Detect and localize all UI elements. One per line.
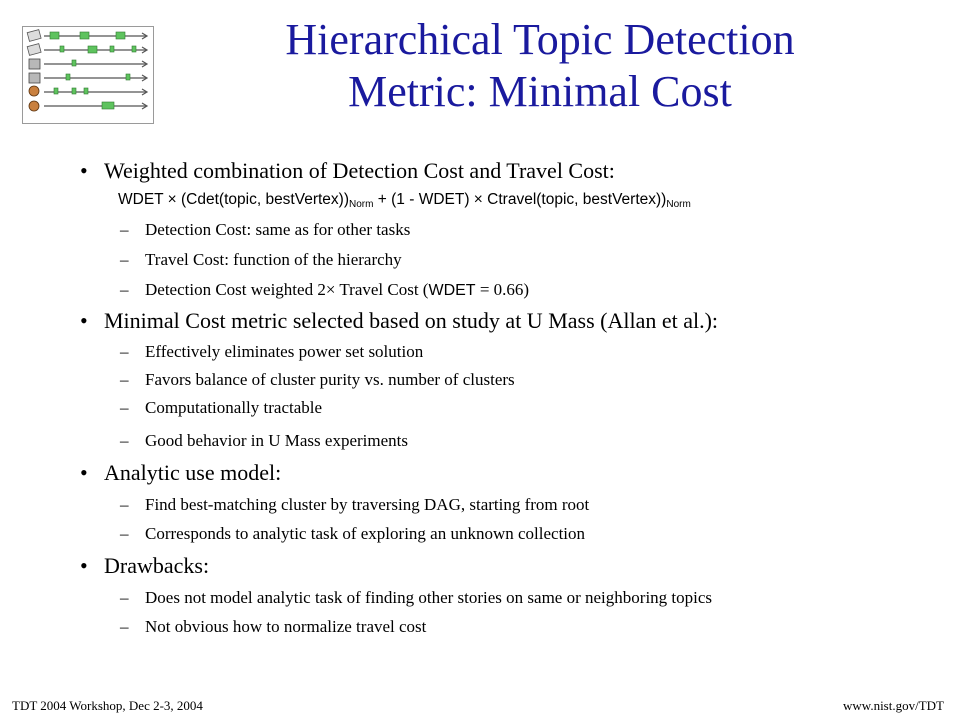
- weighted-text: Travel Cost (: [335, 280, 429, 299]
- bullet-text: Weighted combination of Detection Cost and Travel Cost:: [104, 158, 615, 183]
- formula-part: WDET: [118, 191, 168, 208]
- bullet-text: Minimal Cost metric selected based on study at U Mass (Allan et al.):: [104, 308, 719, 333]
- weighted-text: Detection Cost weighted 2: [145, 280, 326, 299]
- dash-marker: –: [120, 431, 129, 450]
- times-symbol: ×: [325, 280, 336, 299]
- sub-item-text: Not obvious how to normalize travel cost: [145, 617, 427, 636]
- dash-marker: –: [120, 398, 129, 417]
- bullet-text: Analytic use model:: [104, 460, 282, 485]
- bullet-marker: •: [80, 460, 88, 485]
- bullet-marker: •: [80, 553, 88, 578]
- dash-marker: –: [120, 588, 129, 607]
- sub-item-text: Travel Cost: function of the hierarchy: [145, 250, 402, 269]
- sub-item-text: Does not model analytic task of finding other stories on same or neighboring topics: [145, 588, 713, 607]
- dash-marker: –: [120, 220, 129, 239]
- formula-part: (Cdet(topic, bestVertex)): [176, 191, 350, 208]
- bullet-text: Drawbacks:: [104, 553, 210, 578]
- footer-event: TDT 2004 Workshop, Dec 2-3, 2004: [12, 698, 203, 713]
- dash-marker: –: [120, 617, 129, 636]
- dash-marker: –: [120, 342, 129, 361]
- times-symbol: ×: [167, 191, 177, 208]
- sub-item-text: Computationally tractable: [145, 398, 323, 417]
- sub-item-text: Good behavior in U Mass experiments: [145, 431, 408, 450]
- weighted-text: = 0.66): [475, 280, 530, 299]
- dash-marker: –: [120, 495, 129, 514]
- wdet-label: WDET: [428, 282, 476, 299]
- sub-item-text: Detection Cost: same as for other tasks: [145, 220, 411, 239]
- sub-item-text: Favors balance of cluster purity vs. number of clusters: [145, 370, 515, 389]
- bullet-marker: •: [80, 308, 88, 333]
- dash-marker: –: [120, 250, 129, 269]
- formula-subscript: Norm: [666, 199, 691, 210]
- bullet-marker: •: [80, 158, 88, 183]
- cost-formula: [118, 190, 938, 215]
- tdt-timeline-logo-icon: [22, 26, 154, 124]
- formula-part: + (1 - WDET): [373, 191, 474, 208]
- title-line-1: Hierarchical Topic Detection: [285, 15, 795, 64]
- sub-item-text: Corresponds to analytic task of exploring an unknown collection: [145, 524, 586, 543]
- formula-subscript: Norm: [349, 199, 374, 210]
- title-line-2: Metric: Minimal Cost: [348, 67, 732, 116]
- dash-marker: –: [120, 370, 129, 389]
- dash-marker: –: [120, 524, 129, 543]
- sub-item-text: [145, 280, 529, 301]
- times-symbol: ×: [473, 191, 483, 208]
- formula-part: Ctravel(topic, bestVertex)): [482, 191, 667, 208]
- footer-url: www.nist.gov/TDT: [843, 698, 944, 713]
- sub-item-text: Find best-matching cluster by traversing DAG, starting from root: [145, 495, 590, 514]
- page-title: [160, 14, 920, 118]
- dash-marker: –: [120, 280, 129, 299]
- sub-item-text: Effectively eliminates power set solution: [145, 342, 424, 361]
